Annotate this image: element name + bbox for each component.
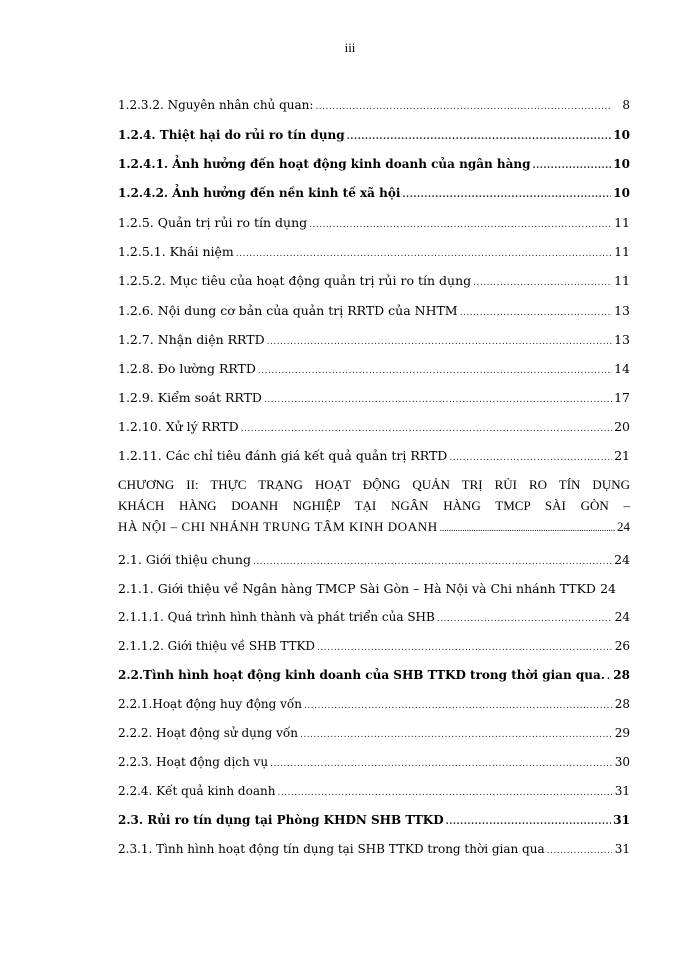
- toc-entry[interactable]: [118, 303, 630, 318]
- toc-entry-page: 11: [614, 244, 630, 259]
- toc-entry-label: 1.2.10. Xử lý RRTD: [118, 419, 239, 434]
- page-number: iii: [344, 40, 356, 55]
- dot-leader: [317, 643, 612, 653]
- dot-leader: [253, 557, 612, 567]
- chapter-title-line-1: CHƯƠNG II: THỰC TRẠNG HOẠT ĐỘNG QUẢN TRỊ RỦI RO TÍN DỤNG: [118, 477, 630, 492]
- dot-leader: [241, 424, 612, 434]
- chapter-page: 24: [617, 519, 630, 534]
- toc-entry-label: 1.2.3.2. Nguyên nhân chủ quan:: [118, 98, 314, 112]
- chapter-title-line-3-label: HÀ NỘI – CHI NHÁNH TRUNG TÂM KINH DOANH: [118, 519, 438, 534]
- toc-entry-label: 1.2.8. Đo lường RRTD: [118, 361, 256, 376]
- toc-entry-page: 29: [614, 726, 630, 740]
- dot-leader: [402, 190, 611, 200]
- toc-entry-page: 24: [614, 552, 630, 567]
- toc-entry-label: 1.2.9. Kiểm soát RRTD: [118, 390, 262, 405]
- toc-entry-page: 31: [613, 813, 630, 827]
- toc-entry-label: 1.2.5.1. Khái niệm: [118, 244, 234, 259]
- dot-leader: [607, 672, 611, 682]
- dot-leader: [309, 220, 612, 230]
- toc-entry-label: 1.2.6. Nội dung cơ bản của quản trị RRTD của NHTM: [118, 303, 458, 318]
- toc-entry[interactable]: [118, 784, 630, 798]
- toc-entry-label: 1.2.4. Thiệt hại do rủi ro tín dụng: [118, 128, 345, 142]
- dot-leader: [533, 161, 612, 171]
- dot-leader: [267, 337, 612, 347]
- toc-entry[interactable]: [118, 755, 630, 769]
- toc-entry-label: 1.2.5. Quản trị rủi ro tín dụng: [118, 215, 308, 230]
- toc-entry[interactable]: [118, 552, 630, 567]
- dot-leader: [270, 759, 612, 769]
- toc-entry-label: 2.1. Giới thiệu chung: [118, 552, 251, 567]
- dot-leader: [446, 817, 612, 827]
- chapter-heading[interactable]: [118, 474, 630, 539]
- toc-entry[interactable]: [118, 726, 630, 740]
- toc-entry-page: 28: [613, 668, 630, 682]
- dot-leader: [460, 308, 612, 318]
- toc-entry-label: 1.2.7. Nhận diện RRTD: [118, 332, 265, 347]
- toc-entry[interactable]: [118, 361, 630, 376]
- toc-entry[interactable]: [118, 668, 630, 682]
- toc-entry-page: 28: [614, 697, 630, 711]
- toc-entry[interactable]: [118, 813, 630, 827]
- toc-entry[interactable]: [118, 244, 630, 259]
- toc-entry[interactable]: [118, 842, 630, 856]
- toc-entry-page: 13: [614, 303, 630, 318]
- toc-entry[interactable]: [118, 610, 630, 624]
- dot-leader: [300, 730, 612, 740]
- toc-entry-label: 1.2.5.2. Mục tiêu của hoạt động quản trị rủi ro tín dụng: [118, 273, 472, 288]
- toc-entry-page: 21: [614, 448, 630, 463]
- toc-entry-page: 10: [613, 186, 630, 200]
- toc-entry-label: 2.2.3. Hoạt động dịch vụ: [118, 755, 269, 769]
- toc-entry-page: 10: [613, 128, 630, 142]
- toc-entry[interactable]: [118, 186, 630, 200]
- toc-entry-page: 11: [614, 273, 630, 288]
- dot-leader: [347, 132, 612, 142]
- dot-leader: [440, 518, 615, 539]
- toc-entry-label: 2.2.1.Hoạt động huy động vốn: [118, 697, 302, 711]
- toc-entry-page: 20: [614, 419, 630, 434]
- dot-leader: [473, 278, 612, 288]
- toc-entry-page: 26: [614, 639, 630, 653]
- toc-entry-page: 31: [614, 842, 630, 856]
- toc-entry-page: 30: [614, 755, 630, 769]
- dot-leader: [258, 366, 612, 376]
- toc-entry[interactable]: [118, 332, 630, 347]
- toc-entry-label: 2.1.1.2. Giới thiệu về SHB TTKD: [118, 639, 316, 653]
- toc-entry-page: 8: [622, 98, 630, 112]
- dot-leader: [437, 614, 612, 624]
- toc-entry-page: 24: [614, 610, 630, 624]
- toc-entry[interactable]: [118, 215, 630, 230]
- dot-leader: [304, 701, 612, 711]
- toc-entry-page: 24: [600, 581, 616, 596]
- toc-entry-label: 2.2.Tình hình hoạt động kinh doanh của SHB TTKD trong thời gian qua.: [118, 668, 605, 682]
- toc-entry-label: 2.3.1. Tình hình hoạt động tín dụng tại SHB TTKD trong thời gian qua: [118, 842, 545, 856]
- toc-entry[interactable]: [118, 697, 630, 711]
- toc-entry[interactable]: [118, 639, 630, 653]
- toc-entry[interactable]: [118, 128, 630, 142]
- toc-entry[interactable]: [118, 273, 630, 288]
- dot-leader: [236, 249, 612, 259]
- toc-entry[interactable]: [118, 157, 630, 171]
- toc-entry[interactable]: [118, 448, 630, 463]
- dot-leader: [264, 395, 612, 405]
- chapter-title-line-2: KHÁCH HÀNG DOANH NGHIỆP TẠI NGÂN HÀNG TMCP SÀI GÒN –: [118, 498, 630, 513]
- toc-entry-label: 2.3. Rủi ro tín dụng tại Phòng KHDN SHB TTKD: [118, 813, 444, 827]
- toc-entry-label: 1.2.11. Các chỉ tiêu đánh giá kết quả quản trị RRTD: [118, 448, 448, 463]
- toc-entry-label: 1.2.4.2. Ảnh hưởng đến nền kinh tế xã hội: [118, 186, 401, 200]
- toc-entry-page: 10: [613, 157, 630, 171]
- toc-entry-page: 17: [614, 390, 630, 405]
- toc-entry[interactable]: [118, 98, 630, 112]
- toc-entry-page: 13: [614, 332, 630, 347]
- toc-entry-page: 14: [614, 361, 630, 376]
- toc-entry[interactable]: [118, 419, 630, 434]
- dot-leader: [449, 453, 612, 463]
- toc-entry-label: 2.2.4. Kết quả kinh doanh: [118, 784, 276, 798]
- chapter-title-line-3: [118, 516, 630, 539]
- toc-entry-label: 2.1.1. Giới thiệu về Ngân hàng TMCP Sài Gòn – Hà Nội và Chi nhánh TTKD: [118, 581, 596, 596]
- toc-entry-page: 31: [614, 784, 630, 798]
- dot-leader: [315, 102, 612, 112]
- toc-entry[interactable]: [118, 581, 630, 596]
- toc-entry-page: 11: [614, 215, 630, 230]
- toc-entry-label: 1.2.4.1. Ảnh hưởng đến hoạt động kinh doanh của ngân hàng: [118, 157, 531, 171]
- toc-entry-label: 2.2.2. Hoạt động sử dụng vốn: [118, 726, 298, 740]
- toc-entry-label: 2.1.1.1. Quá trình hình thành và phát triển của SHB: [118, 610, 435, 624]
- toc-entry[interactable]: [118, 390, 630, 405]
- dot-leader: [277, 788, 612, 798]
- dot-leader: [547, 846, 612, 856]
